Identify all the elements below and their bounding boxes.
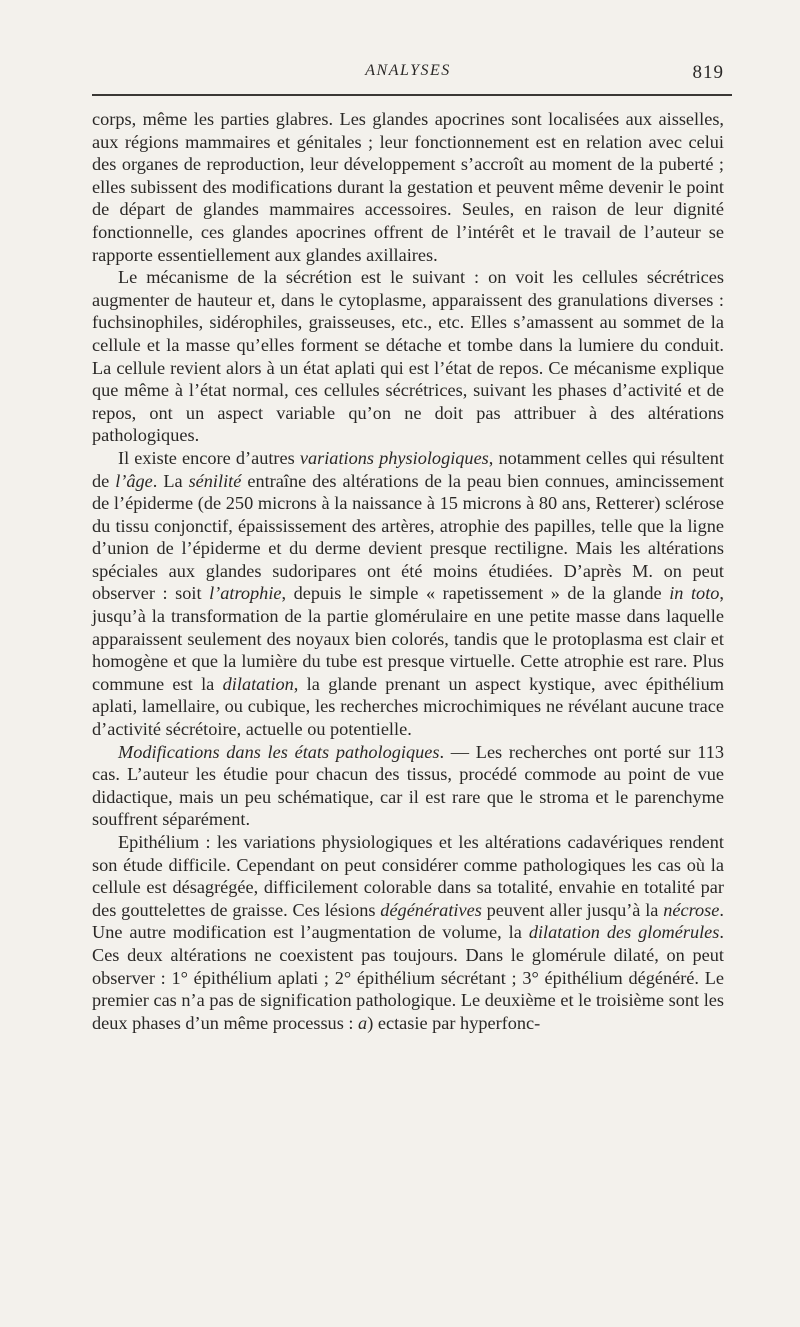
- text-run: , jusqu’à la transformation de la partie glomérulaire en une petite masse dans laquelle apparaissent seulement des noyaux bien colorés, tandis que le protoplasma est clair et homogène et que la lumière du tube est presque virtuelle. Cette atrophie est rare. Plus commune est la: [92, 583, 724, 694]
- page-number: 819: [692, 62, 724, 83]
- section-heading: Modifications dans les états pathologiques: [118, 741, 440, 762]
- text-run: peuvent aller jusqu’à la: [481, 899, 664, 920]
- italic-run: l’âge: [115, 470, 153, 491]
- header-rule: [92, 94, 732, 96]
- italic-run: l’atrophie: [209, 583, 282, 604]
- text-run: ) ectasie par hyperfonc-: [367, 1012, 541, 1033]
- paragraph-3: [92, 447, 724, 741]
- text-run: . Ces deux altérations ne coexistent pas toujours. Dans le glomérule dilaté, on peut observer : 1° épithélium aplati ; 2° épithélium sécrétant ; 3° épithélium dégénéré. Le premier cas n’a pas de signification pathologique. Le deuxième et le troisième sont les deux phases d’un même processus :: [92, 922, 724, 1033]
- text-run: entraîne des altérations de la peau bien connues, amincissement de l’épiderme (de 250 microns à la naissance à 15 microns à 80 ans, Retterer) sclérose du tissu conjonctif, épaississement des artères, atrophie des papilles, telle que la ligne d’union de l’épiderme et du derme devient presque rectiligne. Mais les altérations spéciales aux glandes sudoripares ont été moins étudiées. D’après M. on peut observer : soit: [92, 470, 724, 604]
- italic-run: dilatation: [222, 673, 294, 694]
- text-run: Epithélium : les variations physiologiques et les altérations cadavériques rendent son étude difficile. Cependant on peut considérer comme pathologiques les cas où la cellule est désagrégée, difficilement colorable dans sa totalité, envahie en totalité par des gouttelettes de graisse. Ces lésions: [92, 832, 724, 920]
- paragraph-1: [92, 108, 724, 266]
- paragraph-5: [92, 831, 724, 1034]
- text-run: . Une autre modification est l’augmentation de volume, la: [92, 899, 724, 943]
- running-head: [92, 58, 724, 94]
- text-run: Il existe encore d’autres: [118, 447, 300, 468]
- running-title: ANALYSES: [365, 62, 451, 79]
- body-text: [92, 108, 724, 1034]
- text-run: , depuis le simple « rapetissement » de la glande: [281, 583, 670, 604]
- italic-run: sénilité: [188, 470, 242, 491]
- book-page: [92, 58, 724, 1034]
- italic-run: variations physiologiques: [299, 447, 489, 468]
- italic-run: dégénératives: [380, 899, 482, 920]
- paragraph-4: [92, 741, 724, 831]
- italic-run: in toto: [669, 583, 720, 604]
- text-run: . La: [152, 470, 189, 491]
- text-run: . — Les recherches ont porté sur 113 cas. L’auteur les étudie pour chacun des tissus, procédé commode au point de vue didactique, mais un peu schématique, car il est rare que le stroma et le parenchyme souffrent séparément.: [92, 741, 724, 830]
- paragraph-2: [92, 266, 724, 447]
- italic-run: nécrose: [663, 899, 720, 920]
- text-run: , notamment celles qui résultent de: [92, 447, 724, 491]
- text-run: , la glande prenant un aspect kystique, avec épithélium aplati, lamellaire, ou cubique, les recherches microchimiques ne révélant aucune trace d’activité sécrétoire, actuelle ou potentielle.: [92, 673, 724, 740]
- paragraph-1-text: corps, même les parties glabres. Les glandes apocrines sont localisées aux aisselles, aux régions mammaires et génitales ; leur fonctionnement est en relation avec celui des organes de reproduction, leur développement s’accroît au moment de la puberté ; elles subissent des modifications durant la gestation et peuvent même devenir le point de départ de glandes mammaires accessoires. Seules, en raison de leur dignité fonctionnelle, ces glandes apocrines offrent de l’intérêt et le travail de l’auteur se rapporte essentiellement aux glandes axillaires.: [92, 109, 724, 265]
- paragraph-2-text: Le mécanisme de la sécrétion est le suivant : on voit les cellules sécrétrices augmenter de hauteur et, dans le cytoplasme, apparaissent des granulations diverses : fuchsinophiles, sidérophiles, graisseuses, etc., etc. Elles s’amassent au sommet de la cellule et la masse qu’elles forment se détache et tombe dans la lumiere du conduit. La cellule revient alors à un état aplati qui est l’état de repos. Ce mécanisme explique que même à l’état normal, ces cellules sécrétrices, suivant les phases d’activité et de repos, ont un aspect variable qu’on ne doit pas attribuer à des altérations pathologiques.: [92, 267, 724, 446]
- italic-run: a: [358, 1012, 368, 1033]
- italic-run: dilatation des glomérules: [528, 922, 720, 943]
